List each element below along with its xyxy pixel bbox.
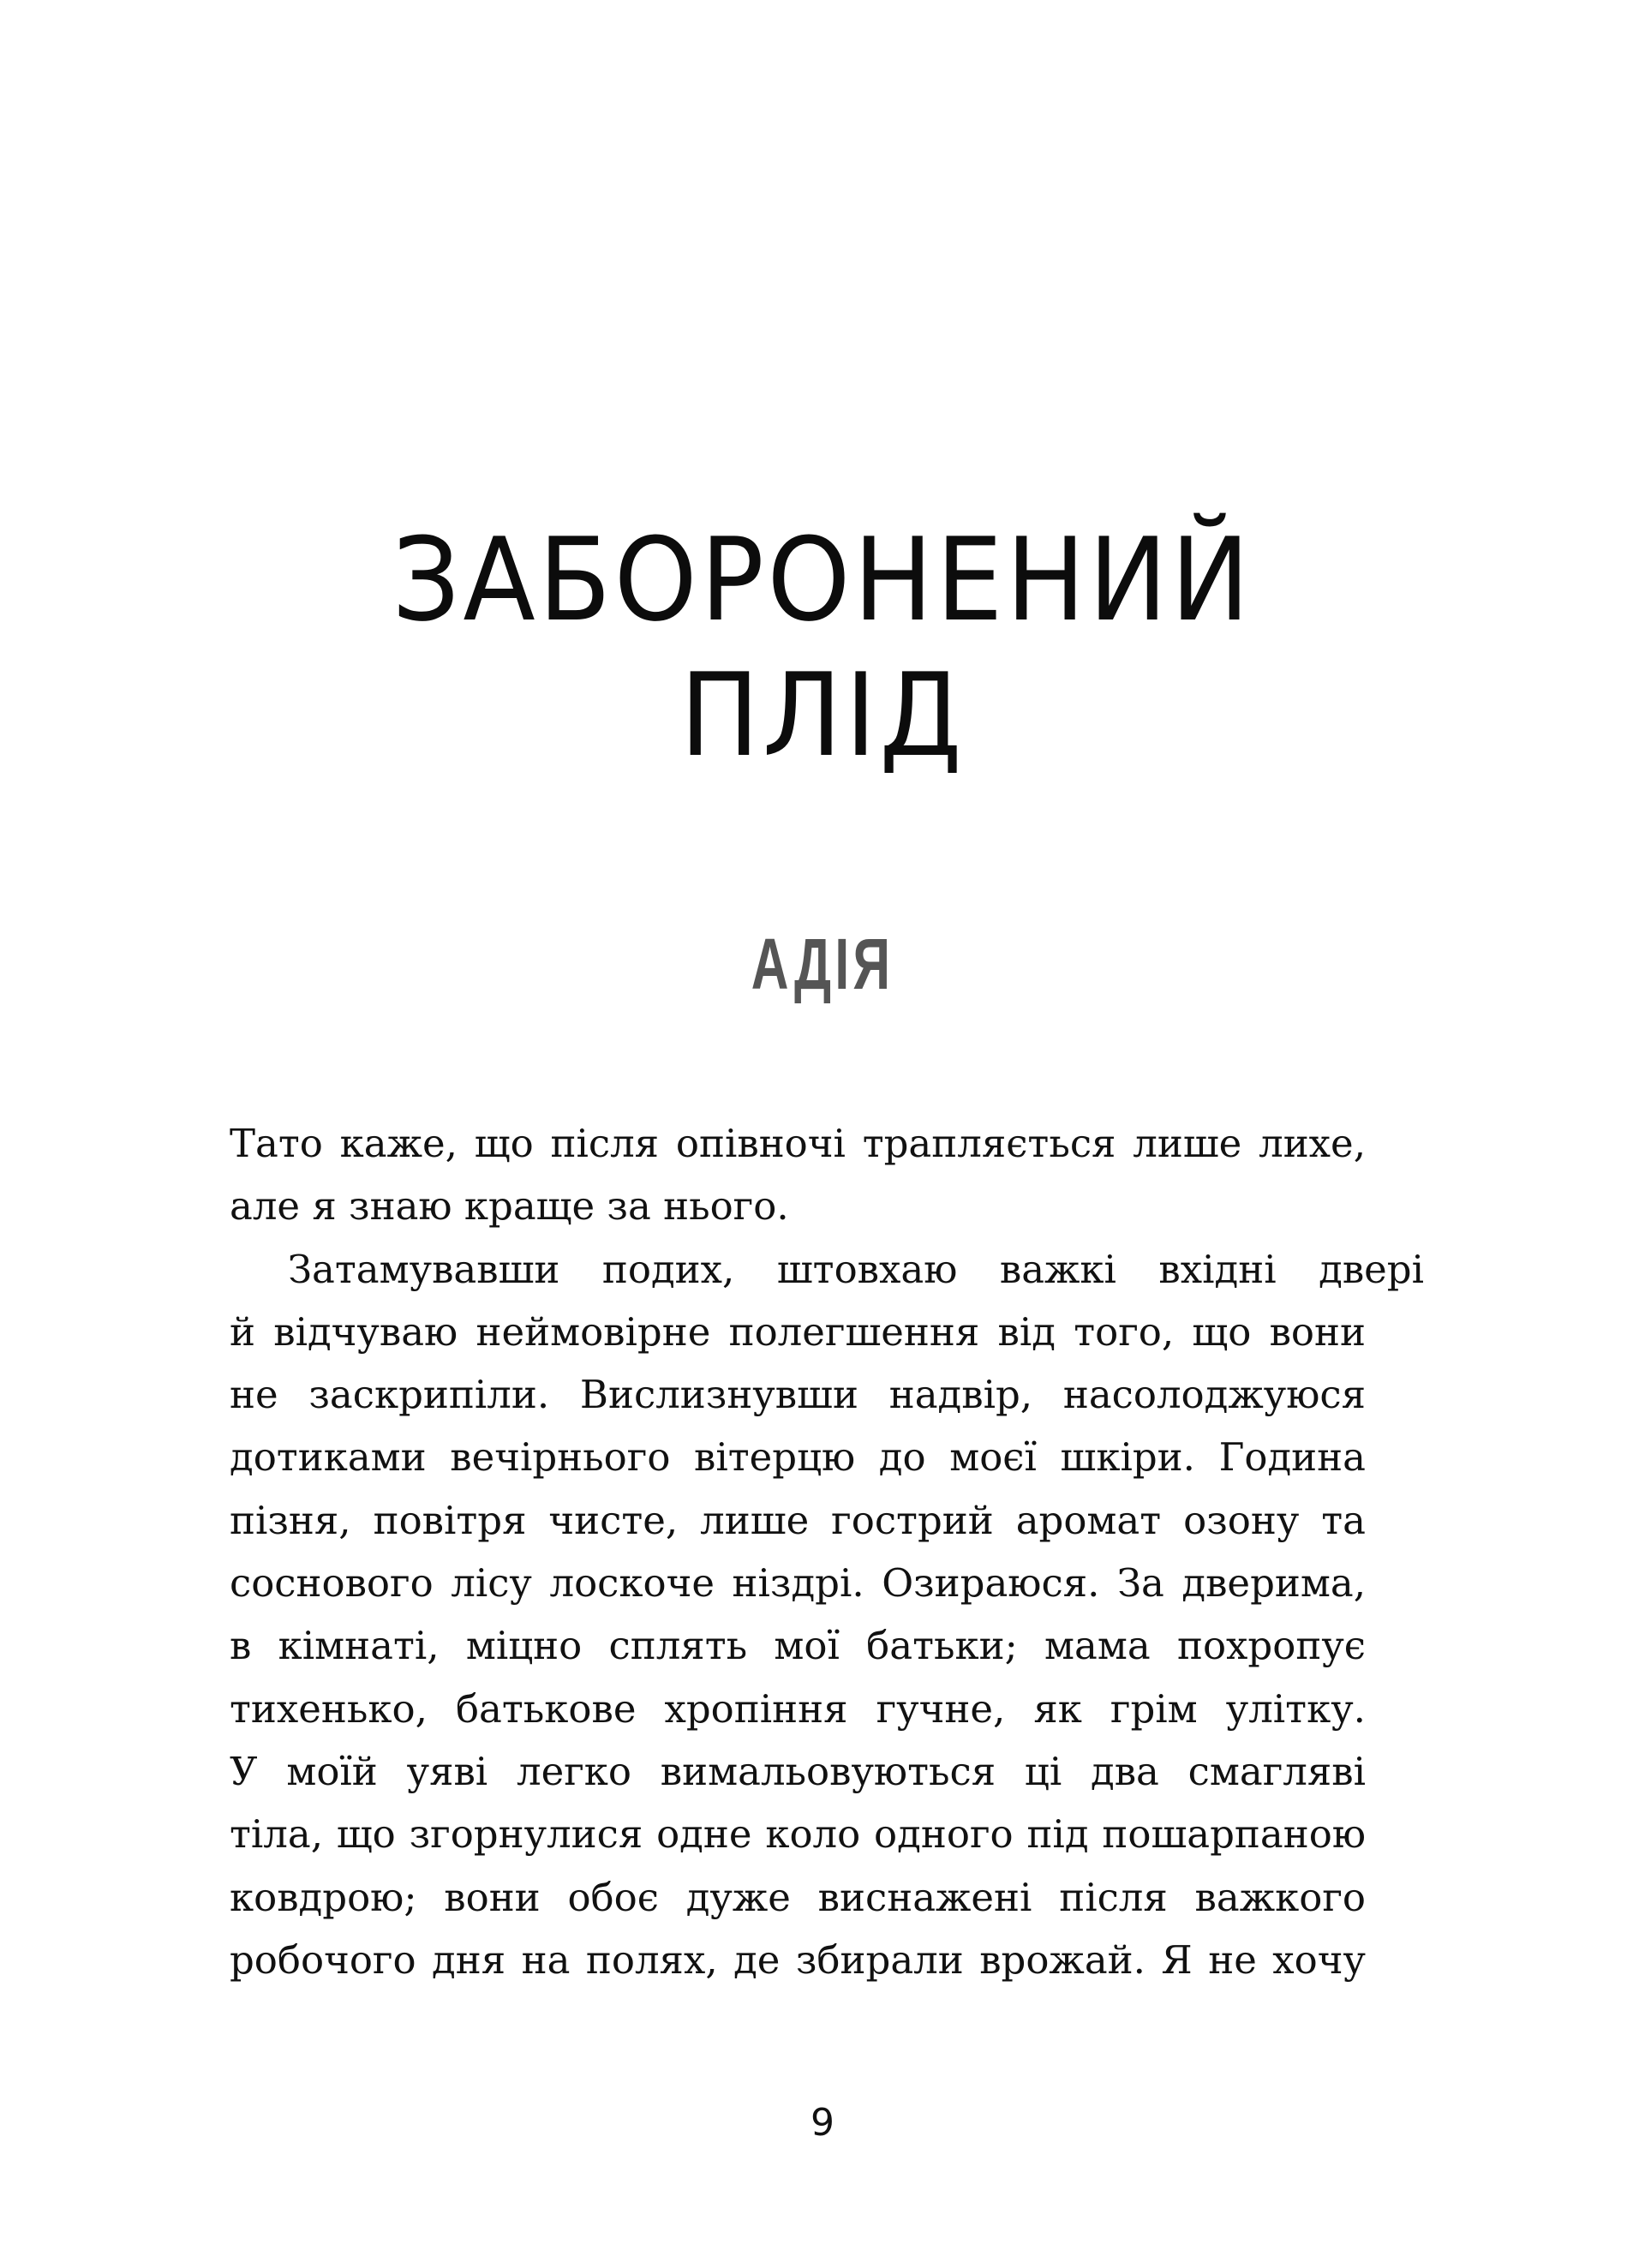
text-line: але я знаю краще за нього. [230,1183,789,1230]
chapter-title-line-2: ПЛІД [679,649,966,782]
body-text [230,1112,1424,1991]
text-line: не заскрипіли. Вислизнувши надвір, насолоджуюся [230,1372,1366,1418]
text-line: соснового лісу лоскоче ніздрі. Озираюся. За дверима, [230,1560,1366,1607]
text-line: й відчуваю неймовірне полегшення від того, що вони [230,1308,1366,1355]
text-line: дотиками вечірнього вітерцю до моєї шкіри. Година [230,1434,1366,1481]
text-line: У моїй уяві легко вимальовуються ці два смагляві [230,1748,1366,1794]
chapter-title [66,512,1579,783]
text-line: робочого дня на полях, де збирали врожай. Я не хочу [230,1936,1366,1983]
text-line: Затамувавши подих, штовхаю важкі вхідні двері [288,1246,1424,1292]
chapter-title-line-1: ЗАБОРОНЕНИЙ [392,513,1253,647]
text-line: тихенько, батькове хропіння гучне, як грім улітку. [230,1685,1366,1732]
text-line: Тато каже, що після опівночі трапляється лише лихе, [230,1121,1366,1166]
page-number: 9 [811,2101,834,2145]
text-line: в кімнаті, міцно сплять мої батьки; мама похропує [230,1623,1366,1669]
text-line: тіла, що згорнулися одне коло одного під пошарпаною [230,1811,1366,1858]
text-line: пізня, повітря чисте, лише гострий аромат озону та [230,1497,1366,1543]
section-title: АДІЯ [751,924,894,1004]
text-line: ковдрою; вони обоє дуже виснажені після важкого [230,1874,1366,1920]
